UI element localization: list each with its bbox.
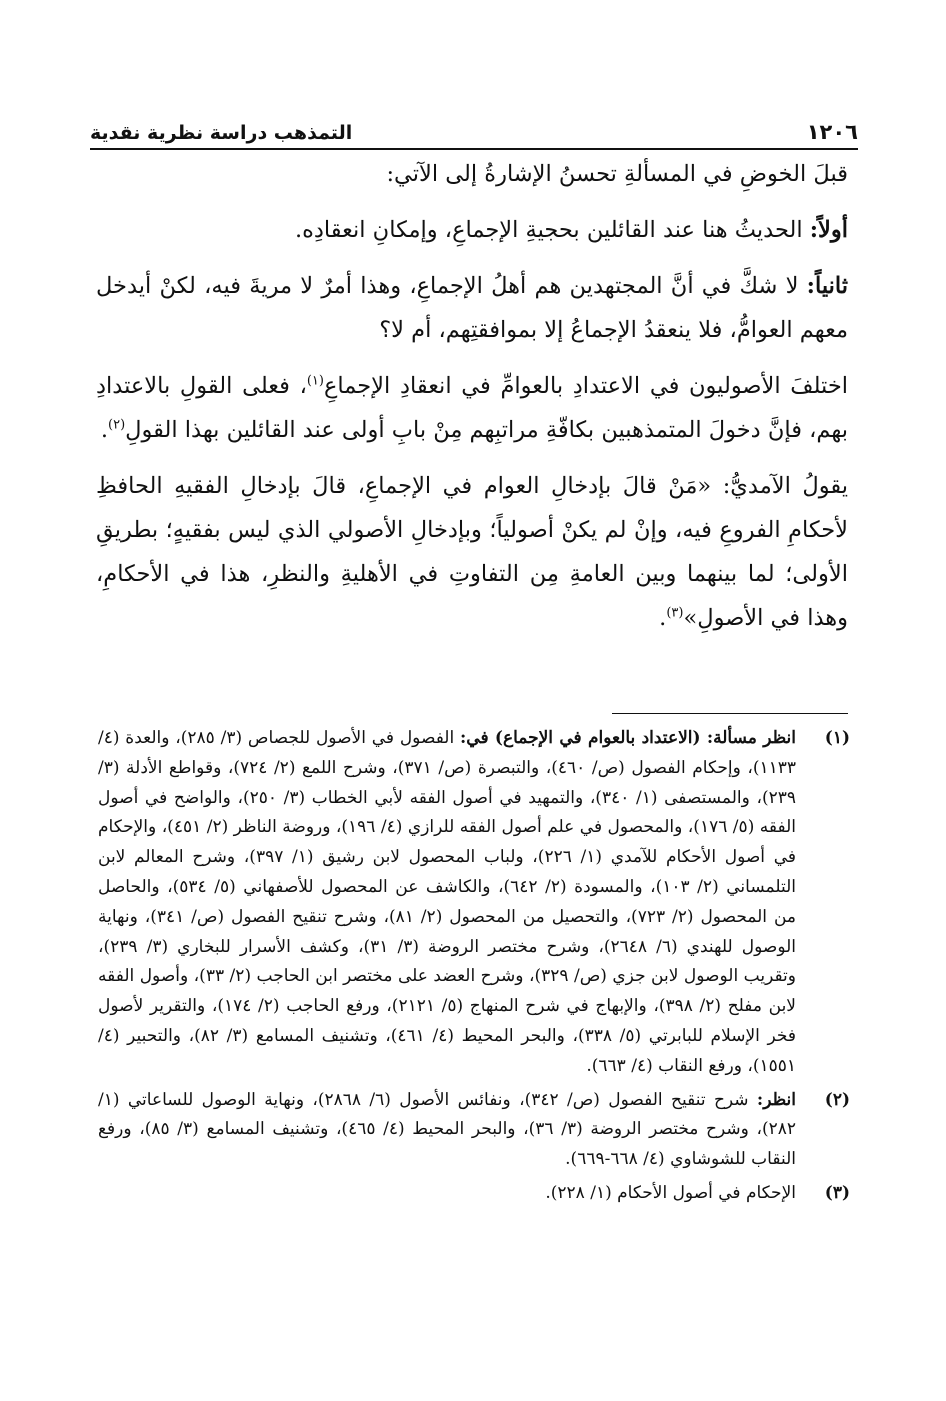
- footnote-number: (٢): [824, 1089, 850, 1110]
- footnote-ref-2[interactable]: (٢): [108, 417, 126, 433]
- paragraph-intro: [96, 152, 848, 196]
- disagreement-text-a: اختلفَ الأصوليون في الاعتدادِ بالعوامِّ في انعقادِ الإجماعِ: [323, 373, 848, 399]
- footnote-ref-1[interactable]: (١): [306, 373, 324, 389]
- disagreement-text-b: ، فعلى القولِ بالاعتدادِ بهم، فإنَّ دخولَ المتمذهبين بكافّةِ مراتبِهم مِنْ بابِ أولى عند القائلين بهذا القولِ: [96, 373, 848, 443]
- footnote-divider: [612, 713, 848, 714]
- footnote-body: [98, 1086, 796, 1175]
- running-title: التمذهب دراسة نظرية نقدية: [90, 122, 353, 144]
- footnote-2: [98, 1086, 850, 1175]
- footnote-ref-3[interactable]: (٣): [666, 605, 684, 621]
- footnote-number: (١): [824, 728, 850, 748]
- footnote-text: الإحكام في أصول الأحكام (١/ ٢٢٨).: [545, 1182, 796, 1203]
- footnote-1: [98, 724, 850, 1082]
- paragraph-amidi-quote: [96, 464, 848, 640]
- main-text: [96, 152, 848, 640]
- paragraph-intro-text: قبلَ الخوضِ في المسألةِ تحسنُ الإشارةُ إلى الآتي:: [386, 161, 848, 187]
- first-point-lead: أولاً:: [809, 217, 848, 243]
- footnote-lead: انظر:: [756, 1089, 796, 1110]
- second-point-text: لا شكَّ في أنَّ المجتهدين هم أهلُ الإجماعِ، وهذا أمرٌ لا مريةَ فيه، لكنْ أيدخل معهم العوامُّ، فلا ينعقدُ الإجماعُ إلا بموافقتِهم، أم لا؟: [96, 273, 848, 343]
- footnote-3: [98, 1179, 850, 1209]
- second-point-lead: ثانياً:: [806, 273, 848, 299]
- paragraph-disagreement: [96, 364, 848, 452]
- disagreement-text-c: .: [100, 417, 108, 443]
- page-number: ١٢٠٦: [806, 120, 858, 144]
- footnote-text: الفصول في الأصول للجصاص (٣/ ٢٨٥)، والعدة (٤/ ١١٣٣)، وإحكام الفصول (ص/ ٤٦٠)، والتبصرة (ص/ ٣٧١)، وشرح اللمع (٢/ ٧٢٤)، وقواطع الأدلة (٣/ ٢٣٩)، والمستصفى (١/ ٣٤٠)، والتمهيد في أصول الفقه لأبي الخطاب (٣/ ٢٥٠)، والواضح في أصول الفقه (٥/ ١٧٦)، والمحصول في علم أصول الفقه للرازي (٤/ ١٩٦)، وروضة الناظر (٢/ ٤٥١)، والإحكام في أصول الأحكام للآمدي (١/ ٢٢٦)، ولباب المحصول لابن رشيق (١/ ٣٩٧)، وشرح المعالم لابن التلمساني (٢/ ١٠٣)، والمسودة (٢/ ٦٤٢)، والكاشف عن المحصول للأصفهاني (٥/ ٥٣٤)، والحاصل من المحصول (٢/ ٧٢٣)، والتحصيل من المحصول (٢/ ٨١)، وشرح تنقيح الفصول (ص/ ٣٤١)، ونهاية الوصول للهندي (٦/ ٢٦٤٨)، وشرح مختصر الروضة (٣/ ٣١)، وكشف الأسرار للبخاري (٣/ ٢٣٩)، وتقريب الوصول لابن جزي (ص/ ٣٢٩)، وشرح العضد على مختصر ابن الحاجب (٢/ ٣٣)، وأصول الفقه لابن مفلح (٢/ ٣٩٨)، والإبهاج في شرح المنهاج (٥/ ٢١٢١)، ورفع الحاجب (٢/ ١٧٤)، والتقرير لأصول فخر الإسلام للبابرتي (٥/ ٣٣٨)، والبحر المحيط (٤/ ٤٦١)، وتشنيف المسامع (٣/ ٨٢)، والتحبير (٤/ ١٥٥١)، ورفع النقاب (٤/ ٦٦٣).: [98, 728, 797, 1076]
- paragraph-first-point: [96, 208, 848, 252]
- footnote-body: [98, 1179, 796, 1209]
- paragraph-second-point: [96, 264, 848, 352]
- footnote-number: (٣): [824, 1182, 850, 1203]
- first-point-text: الحديثُ هنا عند القائلين بحجيةِ الإجماعِ، وإمكانِ انعقادِه.: [294, 217, 810, 243]
- footnotes-section: [98, 724, 850, 1209]
- footnote-text: شرح تنقيح الفصول (ص/ ٣٤٢)، ونفائس الأصول (٦/ ٢٨٦٨)، ونهاية الوصول للساعاتي (١/ ٢٨٢)، وشرح مختصر الروضة (٣/ ٣٦)، والبحر المحيط (٤/ ٤٦٥)، وتشنيف المسامع (٣/ ٨٥)، ورفع النقاب للشوشاوي (٤/ ٦٦٨-٦٦٩).: [98, 1089, 797, 1170]
- running-header: [90, 108, 858, 150]
- footnote-lead: انظر مسألة: (الاعتداد بالعوام في الإجماع) في:: [460, 728, 796, 748]
- amidi-quote-text: يقولُ الآمديُّ: «مَنْ قالَ بإدخالِ العوام في الإجماعِ، قالَ بإدخالِ الفقيهِ الحافظِ لأحكامِ الفروعِ فيه، وإنْ لم يكنْ أصولياً؛ وبإدخالِ الأصولي الذي ليس بفقيهٍ؛ بطريقِ الأولى؛ لما بينهما وبين العامةِ مِن التفاوتِ في الأهليةِ والنظرِ، هذا في الأحكامِ، وهذا في الأصولِ»: [96, 473, 848, 631]
- footnote-body: [98, 724, 796, 1082]
- amidi-quote-end: .: [659, 605, 667, 631]
